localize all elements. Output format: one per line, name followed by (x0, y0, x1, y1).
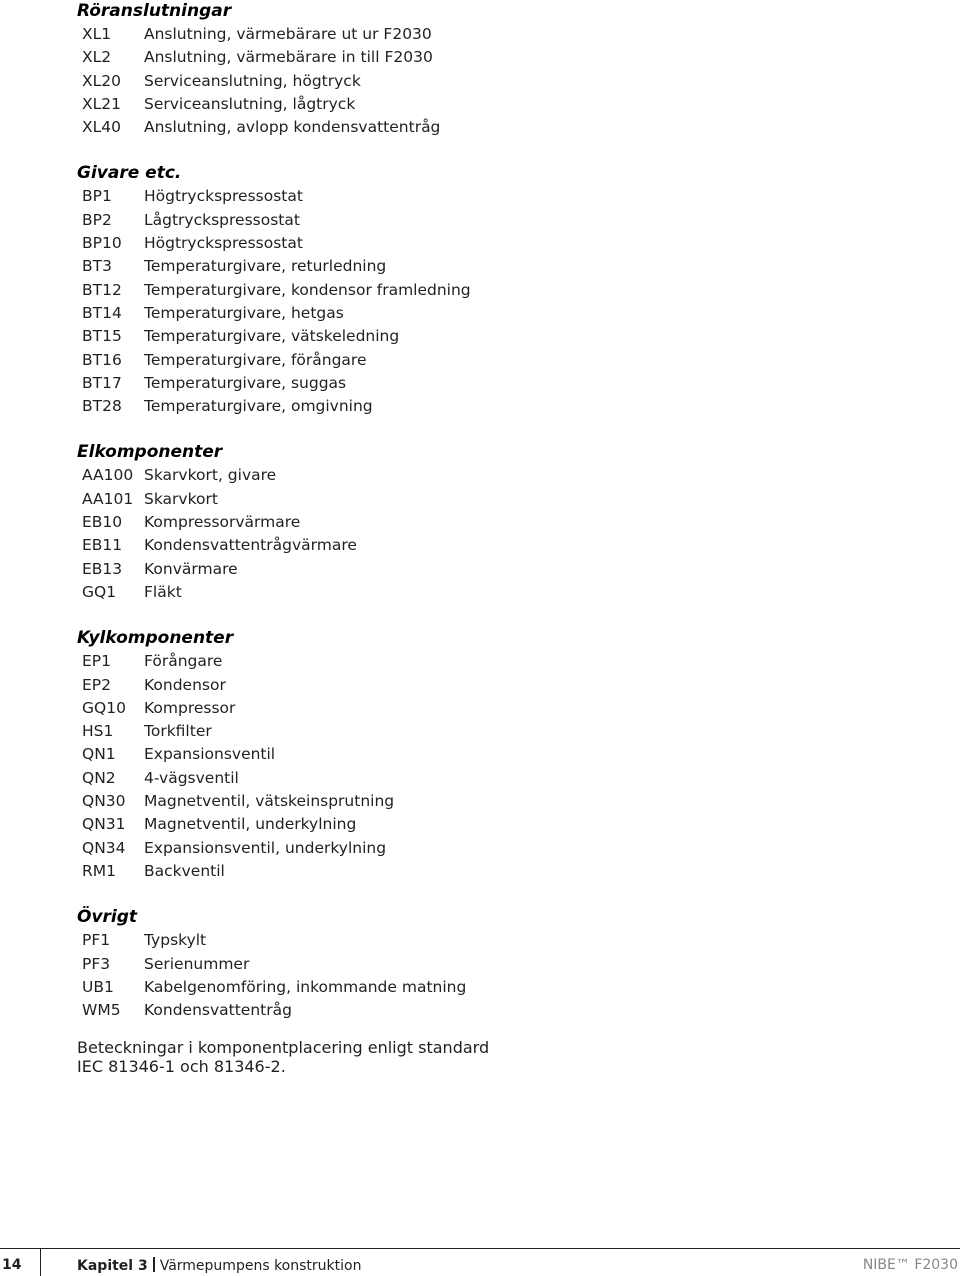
component-row (77, 46, 897, 69)
component-row (77, 232, 897, 255)
page-number: 14 (2, 1257, 22, 1273)
component-row (77, 511, 897, 534)
component-description: Fläkt (144, 582, 182, 601)
component-row (77, 999, 897, 1022)
component-row (77, 255, 897, 278)
component-code: QN1 (82, 745, 116, 764)
component-row (77, 674, 897, 697)
section-gap (77, 418, 897, 441)
section-title: Givare etc. (77, 163, 182, 184)
component-description: Kompressor (144, 698, 236, 717)
component-description: Temperaturgivare, suggas (144, 373, 347, 392)
component-row (77, 929, 897, 952)
component-section (77, 0, 897, 139)
component-row (77, 837, 897, 860)
component-description: Högtryckspressostat (144, 234, 303, 253)
component-code: BP1 (82, 187, 112, 206)
chapter-divider (153, 1257, 155, 1272)
component-description: Expansionsventil, underkylning (144, 838, 387, 857)
component-code: EP1 (82, 652, 112, 671)
component-description: Temperaturgivare, hetgas (144, 303, 344, 322)
component-code: GQ1 (82, 582, 117, 601)
component-description: Anslutning, avlopp kondensvattentråg (144, 118, 441, 137)
chapter-title: Värmepumpens konstruktion (159, 1258, 362, 1274)
component-row (77, 93, 897, 116)
brand-footer: NIBE™ F2030 (862, 1257, 958, 1273)
component-row (77, 23, 897, 46)
component-code: XL40 (82, 118, 121, 137)
component-row (77, 70, 897, 93)
component-description: Temperaturgivare, vätskeledning (144, 327, 400, 346)
component-section (77, 418, 897, 604)
component-row (77, 534, 897, 557)
component-description: Magnetventil, vätskeinsprutning (144, 792, 395, 811)
component-code: BT16 (82, 350, 122, 369)
component-row (77, 813, 897, 836)
component-description: Magnetventil, underkylning (144, 815, 357, 834)
component-row (77, 302, 897, 325)
component-code: WM5 (82, 1001, 121, 1020)
component-code: QN30 (82, 792, 126, 811)
component-description: Skarvkort, givare (144, 466, 277, 485)
component-code: XL1 (82, 25, 112, 43)
component-code: HS1 (82, 722, 114, 741)
component-row (77, 558, 897, 581)
page-content (77, 0, 897, 1076)
component-code: AA100 (82, 466, 134, 485)
component-code: QN34 (82, 838, 126, 857)
component-code: QN2 (82, 768, 116, 787)
component-code: BP2 (82, 210, 112, 229)
component-description: Kondensor (144, 675, 226, 694)
component-row (77, 325, 897, 348)
component-row (77, 116, 897, 139)
section-title: Röranslutningar (77, 1, 232, 21)
component-row (77, 488, 897, 511)
component-code: QN31 (82, 815, 126, 834)
chapter-footer (77, 1257, 361, 1274)
component-description: Kondensvattentråg (144, 1001, 292, 1020)
component-code: AA101 (82, 489, 134, 508)
component-row (77, 279, 897, 302)
component-section (77, 883, 897, 1022)
component-description: Förångare (144, 652, 223, 671)
component-code: BP10 (82, 234, 122, 253)
component-row (77, 976, 897, 999)
component-row (77, 697, 897, 720)
section-title: Elkomponenter (77, 442, 223, 463)
component-code: EP2 (82, 675, 112, 694)
component-description: Serviceanslutning, högtryck (144, 71, 361, 90)
component-code: GQ10 (82, 698, 126, 717)
component-row (77, 953, 897, 976)
component-description: Anslutning, värmebärare in till F2030 (144, 48, 433, 67)
section-title: Kylkomponenter (77, 628, 234, 649)
page-number-separator (40, 1249, 41, 1276)
component-row (77, 372, 897, 395)
component-code: BT14 (82, 303, 122, 322)
component-code: EB10 (82, 513, 123, 532)
component-description: Konvärmare (144, 559, 238, 578)
component-description: Typskylt (144, 931, 207, 950)
component-description: Temperaturgivare, returledning (144, 257, 387, 276)
component-code: BT28 (82, 397, 122, 416)
component-row (77, 185, 897, 208)
section-title: Övrigt (77, 907, 138, 928)
component-description: Temperaturgivare, kondensor framledning (144, 280, 471, 299)
component-description: Kabelgenomföring, inkommande matning (144, 977, 467, 996)
component-row (77, 860, 897, 883)
component-description: Serienummer (144, 954, 250, 973)
standard-note (77, 1038, 897, 1076)
standard-note-line: IEC 81346-1 och 81346-2. (77, 1057, 286, 1077)
component-code: BT12 (82, 280, 122, 299)
component-row (77, 720, 897, 743)
section-gap (77, 139, 897, 162)
component-row (77, 743, 897, 766)
component-code: BT15 (82, 327, 122, 346)
chapter-label: Kapitel 3 (77, 1258, 148, 1274)
component-code: XL21 (82, 94, 121, 113)
component-row (77, 650, 897, 673)
component-code: EB11 (82, 536, 123, 555)
component-code: UB1 (82, 977, 114, 996)
component-description: Backventil (144, 861, 225, 880)
component-description: Skarvkort (144, 489, 218, 508)
component-row (77, 395, 897, 418)
component-description: Kondensvattentrågvärmare (144, 536, 357, 555)
component-description: Kompressorvärmare (144, 513, 301, 532)
component-code: PF1 (82, 931, 111, 950)
component-description: Högtryckspressostat (144, 187, 303, 206)
section-gap (77, 883, 897, 906)
component-description: Expansionsventil (144, 745, 276, 764)
component-code: BT17 (82, 373, 122, 392)
component-description: Torkfilter (144, 722, 212, 741)
component-description: Lågtryckspressostat (144, 210, 300, 229)
component-description: Anslutning, värmebärare ut ur F2030 (144, 25, 432, 43)
component-code: XL2 (82, 48, 112, 67)
component-description: Serviceanslutning, lågtryck (144, 94, 356, 113)
standard-note-line: Beteckningar i komponentplacering enligt standard (77, 1038, 490, 1058)
component-row (77, 790, 897, 813)
component-description: 4-vägsventil (144, 768, 239, 787)
component-row (77, 349, 897, 372)
component-section (77, 139, 897, 418)
component-row (77, 209, 897, 232)
component-description: Temperaturgivare, förångare (144, 350, 367, 369)
component-code: RM1 (82, 861, 117, 880)
component-row (77, 767, 897, 790)
footer-rule (0, 1248, 960, 1249)
section-gap (77, 604, 897, 627)
component-code: PF3 (82, 954, 111, 973)
component-code: XL20 (82, 71, 121, 90)
component-code: EB13 (82, 559, 123, 578)
component-code: BT3 (82, 257, 112, 276)
component-description: Temperaturgivare, omgivning (144, 397, 373, 416)
component-row (77, 581, 897, 604)
component-section (77, 604, 897, 883)
component-row (77, 464, 897, 487)
